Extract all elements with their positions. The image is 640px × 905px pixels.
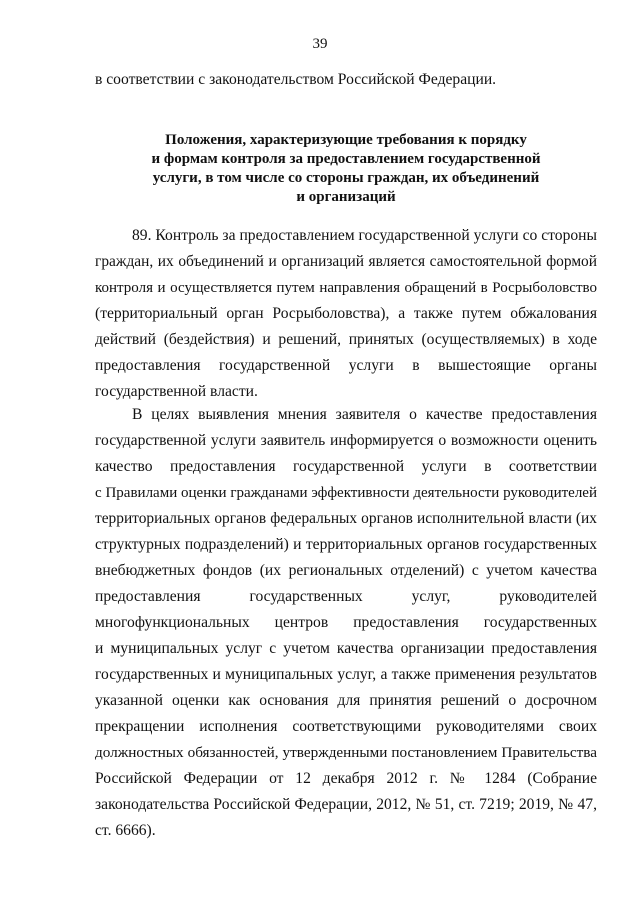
paragraph-line: должностных обязанностей, утвержденными постановлением Правительства: [95, 744, 597, 761]
paragraph-line: и муниципальных услуг с учетом качества организации предоставления: [95, 640, 597, 657]
heading-line: и организаций: [296, 189, 396, 205]
paragraph-line: указанной оценки как основания для принятия решений о досрочном: [95, 692, 597, 709]
paragraph-line: многофункциональных центров предоставления государственных: [95, 614, 597, 631]
paragraph-line: предоставления государственной услуги в вышестоящие органы: [95, 357, 597, 374]
paragraph-line: 89. Контроль за предоставлением государственной услуги со стороны: [132, 227, 597, 244]
paragraph-line: граждан, их объединений и организаций является самостоятельной формой: [95, 253, 597, 270]
heading-line: услуги, в том числе со стороны граждан, их объединений: [152, 170, 540, 186]
paragraph-line: внебюджетных фондов (их региональных отделений) с учетом качества: [95, 562, 597, 579]
paragraph-line: Российской Федерации от 12 декабря 2012 г. № 1284 (Собрание: [95, 770, 597, 787]
paragraph-line: государственной власти.: [95, 383, 258, 400]
paragraph-line: с Правилами оценки гражданами эффективности деятельности руководителей: [95, 485, 597, 501]
paragraph-line: (территориальный орган Росрыболовства), а также путем обжалования: [95, 305, 597, 322]
paragraph-line: контроля и осуществляется путем направления обращений в Росрыболовство: [95, 280, 597, 296]
page-number: 39: [312, 36, 328, 52]
paragraph-line: качество предоставления государственной услуги в соответствии: [95, 458, 597, 475]
heading-line: Положения, характеризующие требования к порядку: [165, 132, 527, 148]
paragraph-line: прекращении исполнения соответствующими руководителями своих: [95, 718, 597, 735]
paragraph-line: ст. 6666).: [95, 822, 156, 839]
paragraph-line: территориальных органов федеральных органов исполнительной власти (их: [95, 510, 597, 527]
paragraph-line: действий (бездействия) и решений, принятых (осуществляемых) в ходе: [95, 331, 597, 348]
heading-line: и формам контроля за предоставлением государственной: [151, 151, 541, 167]
paragraph-line: законодательства Российской Федерации, 2012, № 51, ст. 7219; 2019, № 47,: [95, 796, 597, 813]
paragraph-line: государственной услуги заявитель информируется о возможности оценить: [95, 432, 597, 449]
intro-line: в соответствии с законодательством Российской Федерации.: [95, 71, 497, 88]
paragraph-line: предоставления государственных услуг, руководителей: [95, 588, 597, 605]
paragraph-line: государственных и муниципальных услуг, а также применения результатов: [95, 666, 597, 683]
paragraph-line: В целях выявления мнения заявителя о качестве предоставления: [132, 406, 597, 423]
paragraph-line: структурных подразделений) и территориальных органов государственных: [95, 536, 597, 553]
